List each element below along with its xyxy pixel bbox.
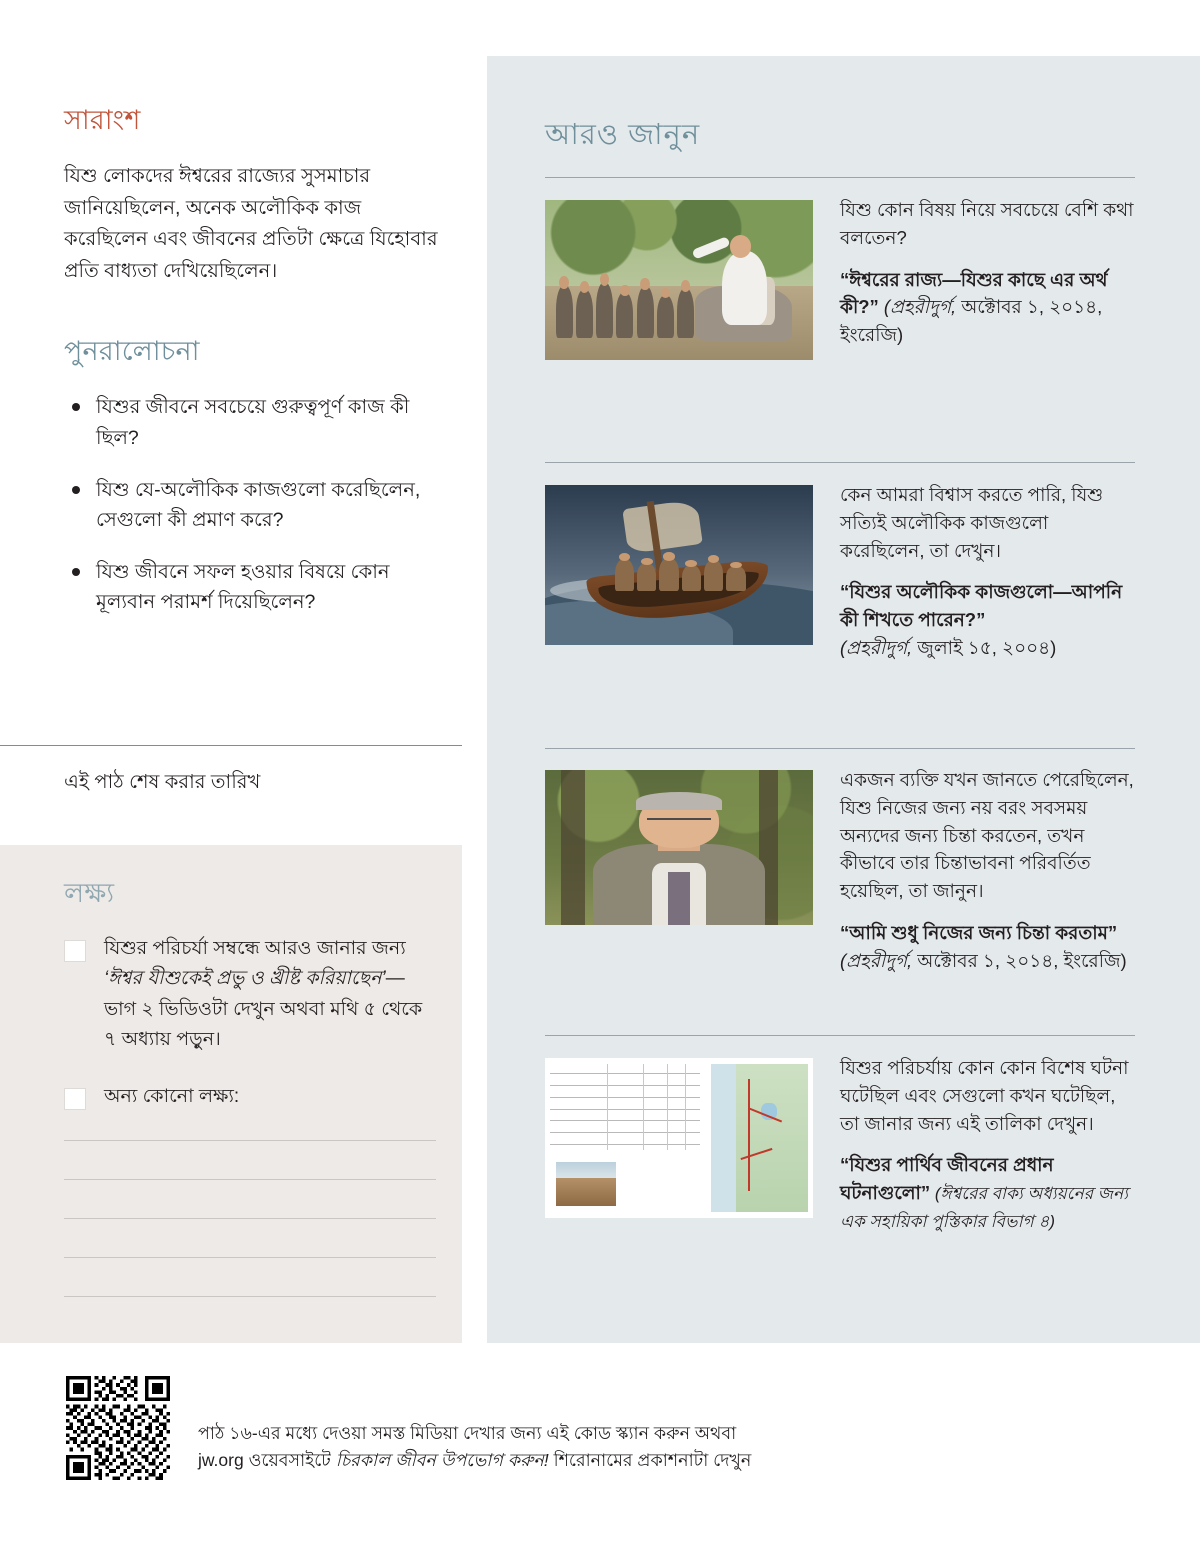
review-list xyxy=(64,392,444,617)
man-portrait-photo[interactable] xyxy=(545,770,813,925)
goal-1-text-c: —ভাগ ২ ভিডিওটা দেখুন অথবা মথি ৫ থেকে ৭ অধ্যায় পড়ুন। xyxy=(104,968,423,1051)
learn-entry-4[interactable] xyxy=(545,1058,1135,1258)
checkbox-icon[interactable] xyxy=(64,1088,86,1110)
completion-date-label: এই পাঠ শেষ করার তারিখ xyxy=(64,771,261,793)
footer-instructions xyxy=(198,1420,878,1474)
list-item: যিশু যে-অলৌকিক কাজগুলো করেছিলেন, সেগুলো কী প্রমাণ করে? xyxy=(64,475,444,535)
entry-lead: যিশু কোন বিষয় নিয়ে সবচেয়ে বেশি কথা বলতেন? xyxy=(840,199,1134,248)
entry-citation: (প্রহরীদুর্গ, xyxy=(840,636,913,658)
goals-inner xyxy=(64,873,436,1132)
summary-title: সারাংশ xyxy=(64,105,141,135)
divider xyxy=(545,748,1135,749)
summary-text: যিশু লোকদের ঈশ্বরের রাজ্যের সুসমাচার জানিয়েছিলেন, অনেক অলৌকিক কাজ করেছিলেন এবং জীবনের প্রতিটা ক্ষেত্রে যিহোবার প্রতি বাধ্যতা দেখিয়েছিলেন। xyxy=(64,165,438,282)
learn-entry-2-text xyxy=(840,481,1135,662)
goal-2-text: অন্য কোনো লক্ষ্য: xyxy=(104,1085,240,1107)
entry-lead: কেন আমরা বিশ্বাস করতে পারি, যিশু সত্যিই অলৌকিক কাজগুলো করেছিলেন, তা দেখুন। xyxy=(840,484,1104,561)
goal-write-lines[interactable] xyxy=(64,1140,436,1335)
list-item: যিশু জীবনে সফল হওয়ার বিষয়ে কোন মূল্যবান পরামর্শ দিয়েছিলেন? xyxy=(64,557,444,617)
goal-item-2[interactable] xyxy=(64,1082,436,1112)
left-column xyxy=(64,100,444,640)
jesus-teaching-crowd-illustration[interactable] xyxy=(545,200,813,360)
entry-reference: “যিশুর পার্থিব জীবনের প্রধান ঘটনাগুলো” xyxy=(840,1154,1054,1203)
divider xyxy=(0,745,462,746)
footer-line-2-a[interactable]: jw.org ওয়েবসাইটে xyxy=(198,1450,336,1471)
goals-title: লক্ষ্য xyxy=(64,878,115,908)
entry-citation-tail: জন্য এক সহায়িকা পুস্তিকার বিভাগ ৪) xyxy=(840,1184,1129,1231)
write-line xyxy=(64,1296,436,1297)
goal-item-1[interactable] xyxy=(64,934,436,1056)
entry-citation: (প্রহরীদুর্গ, xyxy=(840,949,913,971)
divider xyxy=(545,462,1135,463)
footer-line-1: পাঠ ১৬-এর মধ্যে দেওয়া সমস্ত মিডিয়া দেখার জন্য এই কোড স্ক্যান করুন অথবা xyxy=(198,1423,737,1443)
chart-and-map-document[interactable] xyxy=(545,1058,813,1218)
write-line xyxy=(64,1218,436,1219)
learn-entry-3[interactable] xyxy=(545,770,1135,1000)
learn-entry-2[interactable] xyxy=(545,485,1135,675)
entry-citation-tail: জুলাই ১৫, ২০০৪) xyxy=(912,636,1057,658)
write-line xyxy=(64,1257,436,1258)
checkbox-icon[interactable] xyxy=(64,940,86,962)
entry-citation: (প্রহরীদুর্গ, xyxy=(878,296,957,318)
entry-reference: “যিশুর অলৌকিক কাজগুলো—আপনি কী শিখতে পারেন?” xyxy=(840,581,1123,630)
goal-1-text-a: যিশুর পরিচর্যা সম্বন্ধে আরও জানার জন্য xyxy=(104,938,406,959)
learn-entry-4-text xyxy=(840,1054,1135,1235)
write-line xyxy=(64,1179,436,1180)
learn-entry-3-text xyxy=(840,766,1135,974)
goal-1-video-title: ‘ঈশ্বর যীশুকেই প্রভু ও খ্রীষ্ট করিয়াছেন’ xyxy=(104,968,386,990)
entry-lead: যিশুর পরিচর্যায় কোন কোন বিশেষ ঘটনা ঘটেছিল এবং সেগুলো কখন ঘটেছিল, তা জানার জন্য এই তালিকা দেখুন। xyxy=(840,1057,1129,1134)
entry-citation-tail: অক্টোবর ১, ২০১৪, ইংরেজি) xyxy=(912,949,1127,971)
write-line xyxy=(64,1140,436,1141)
footer-line-2 xyxy=(198,1447,878,1474)
divider xyxy=(545,177,1135,178)
entry-lead: একজন ব্যক্তি যখন জানতে পেরেছিলেন, যিশু নিজের জন্য নয় বরং সবসময় অন্যদের জন্য চিন্তা করতেন, তখন কীভাবে তার চিন্তাভাবনা পরিবর্তিত হয়েছিল, তা জানুন। xyxy=(840,769,1134,901)
qr-code[interactable] xyxy=(66,1376,170,1480)
entry-citation: (ঈশ্বরের বাক্য অধ্যয়নের xyxy=(930,1184,1094,1203)
publication-title: চিরকাল জীবন উপভোগ করুন! xyxy=(335,1450,549,1471)
learn-more-title: আরও জানুন xyxy=(545,119,701,151)
review-title: পুনরালোচনা xyxy=(64,336,200,367)
footer-line-2-c: শিরোনামের প্রকাশনাটা দেখুন xyxy=(548,1450,752,1471)
divider xyxy=(545,1035,1135,1036)
entry-reference: “আমি শুধু নিজের জন্য চিন্তা করতাম” xyxy=(840,921,1118,943)
list-item: যিশুর জীবনে সবচেয়ে গুরুত্বপূর্ণ কাজ কী ছিল? xyxy=(64,392,444,452)
entry-reference: “ঈশ্বরের রাজ্য—যিশুর কাছে এর অর্থ কী?” xyxy=(840,268,1108,318)
jesus-calming-storm-illustration[interactable] xyxy=(545,485,813,645)
learn-entry-1-text xyxy=(840,196,1135,349)
learn-entry-1[interactable] xyxy=(545,200,1135,390)
entry-citation-tail: অক্টোবর ১, ২০১৪, ইংরেজি) xyxy=(840,296,1103,345)
